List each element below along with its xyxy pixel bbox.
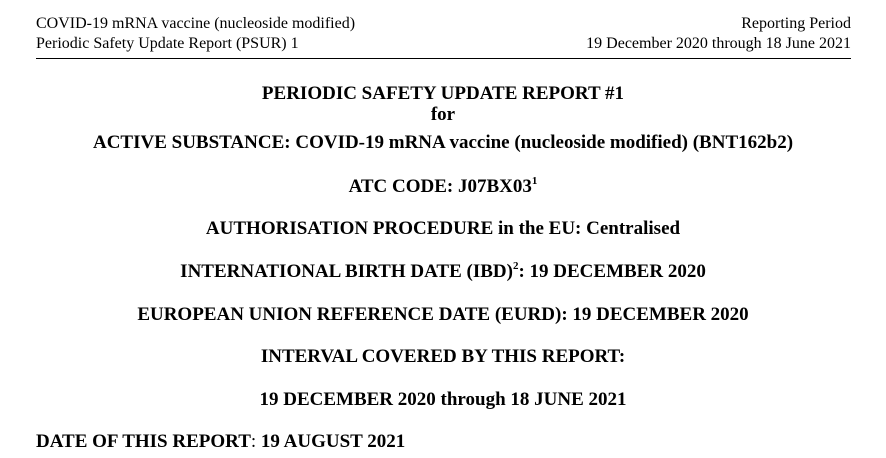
date-of-report-colon: : bbox=[250, 431, 257, 452]
header-left bbox=[36, 14, 355, 54]
ibd-footnote-marker: 2 bbox=[512, 259, 519, 272]
date-of-report-value: 19 AUGUST 2021 bbox=[256, 431, 406, 452]
report-title-for: for bbox=[430, 104, 456, 125]
ibd-label: INTERNATIONAL BIRTH DATE (IBD) bbox=[180, 261, 513, 282]
header-reporting-period-label: Reporting Period bbox=[741, 15, 851, 32]
international-birth-date bbox=[0, 260, 886, 284]
ibd-value: : 19 DECEMBER 2020 bbox=[518, 261, 706, 282]
atc-code-text: ATC CODE: J07BX03 bbox=[348, 176, 532, 197]
report-title: PERIODIC SAFETY UPDATE REPORT #1 bbox=[261, 83, 625, 104]
interval-label: INTERVAL COVERED BY THIS REPORT: bbox=[260, 346, 626, 367]
header-document-type: Periodic Safety Update Report (PSUR) 1 bbox=[36, 35, 299, 52]
header-product-name: COVID-19 mRNA vaccine (nucleoside modified) bbox=[36, 15, 356, 32]
atc-code bbox=[0, 175, 886, 199]
page-header bbox=[36, 14, 851, 59]
date-of-report bbox=[36, 430, 405, 454]
date-of-report-label: DATE OF THIS REPORT bbox=[36, 431, 251, 452]
active-substance: ACTIVE SUBSTANCE: COVID-19 mRNA vaccine (nucleoside modified) (BNT162b2) bbox=[92, 132, 794, 153]
authorisation-procedure: AUTHORISATION PROCEDURE in the EU: Centralised bbox=[205, 218, 681, 239]
interval-dates: 19 DECEMBER 2020 through 18 JUNE 2021 bbox=[259, 389, 627, 410]
header-reporting-period-dates: 19 December 2020 through 18 June 2021 bbox=[586, 35, 851, 52]
atc-footnote-marker: 1 bbox=[531, 174, 538, 187]
header-right bbox=[586, 14, 851, 54]
eu-reference-date: EUROPEAN UNION REFERENCE DATE (EURD): 19 DECEMBER 2020 bbox=[137, 304, 749, 325]
